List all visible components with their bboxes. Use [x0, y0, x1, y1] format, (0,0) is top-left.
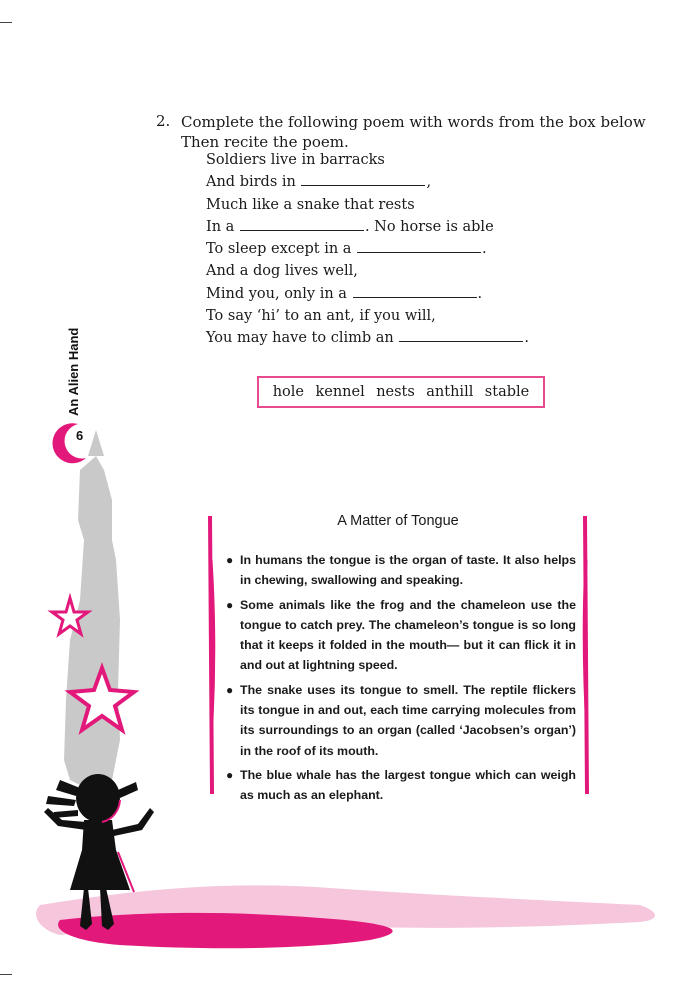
poem-text: .	[482, 241, 487, 258]
poem-line	[206, 174, 529, 196]
word-option: kennel	[315, 384, 365, 400]
poem-text: ,	[426, 174, 432, 191]
fill-in-blank[interactable]	[399, 340, 523, 342]
info-box-list	[226, 550, 576, 810]
list-item	[226, 550, 576, 591]
list-item-text: In humans the tongue is the organ of taste. It also helps in chewing, swallowing and speaking.	[240, 553, 576, 588]
poem-line	[206, 330, 529, 352]
poem-line	[206, 219, 529, 241]
poem-line	[206, 263, 529, 285]
poem-text: In a	[206, 218, 239, 235]
info-box-title: A Matter of Tongue	[337, 513, 459, 529]
word-option: stable	[484, 384, 530, 400]
poem-text: . No horse is able	[364, 218, 494, 235]
list-item	[226, 765, 576, 806]
poem-text: .	[524, 330, 529, 347]
bullet-icon: ●	[226, 767, 234, 782]
list-item	[226, 680, 576, 761]
poem-line	[206, 152, 529, 174]
poem-text: .	[477, 285, 483, 302]
poem-text: And birds in	[206, 174, 301, 191]
poem-text: To say ‘hi’ to an ant, if you will,	[206, 308, 436, 325]
list-item-text: Some animals like the frog and the chameleon use the tongue to catch prey. The chameleon’s tongue is so long that it keeps it folded in the mouth— but it can flick it in and out at lightning speed.	[240, 597, 576, 673]
fill-in-blank[interactable]	[240, 229, 364, 231]
poem-line	[206, 241, 529, 263]
question-number: 2.	[156, 112, 171, 130]
word-option: hole	[272, 384, 305, 400]
fill-in-blank[interactable]	[301, 184, 425, 186]
list-item	[226, 595, 576, 676]
question-instruction: Complete the following poem with words from the box below Then recite the poem.	[181, 113, 646, 151]
bullet-icon: ●	[226, 682, 234, 697]
bullet-icon: ●	[226, 553, 234, 567]
word-option: nests	[376, 384, 415, 400]
poem-line	[206, 286, 529, 308]
page-number: 6	[76, 428, 84, 443]
poem-text: To sleep except in a	[206, 241, 357, 258]
word-option: anthill	[426, 384, 474, 400]
word-box	[257, 376, 545, 408]
poem-line	[206, 308, 529, 330]
poem-text: And a dog lives well,	[206, 263, 358, 280]
fill-in-blank[interactable]	[353, 296, 477, 298]
chapter-title: An Alien Hand	[66, 327, 81, 416]
fill-in-blank[interactable]	[357, 251, 481, 253]
poem-text: Much like a snake that rests	[206, 196, 415, 213]
poem-line	[206, 197, 529, 219]
poem-text: Mind you, only in a	[206, 285, 352, 302]
list-item-text: The snake uses its tongue to smell. The reptile flickers its tongue in and out, each time carrying molecules from its surroundings to an organ (called ‘Jacobsen’s organ’) in the roof of its mouth.	[240, 682, 576, 758]
poem-text: Soldiers live in barracks	[206, 152, 385, 168]
poem	[206, 152, 529, 353]
list-item-text: The blue whale has the largest tongue which can weigh as much as an elephant.	[240, 767, 576, 803]
poem-text: You may have to climb an	[206, 330, 399, 347]
bullet-icon: ●	[226, 597, 234, 612]
